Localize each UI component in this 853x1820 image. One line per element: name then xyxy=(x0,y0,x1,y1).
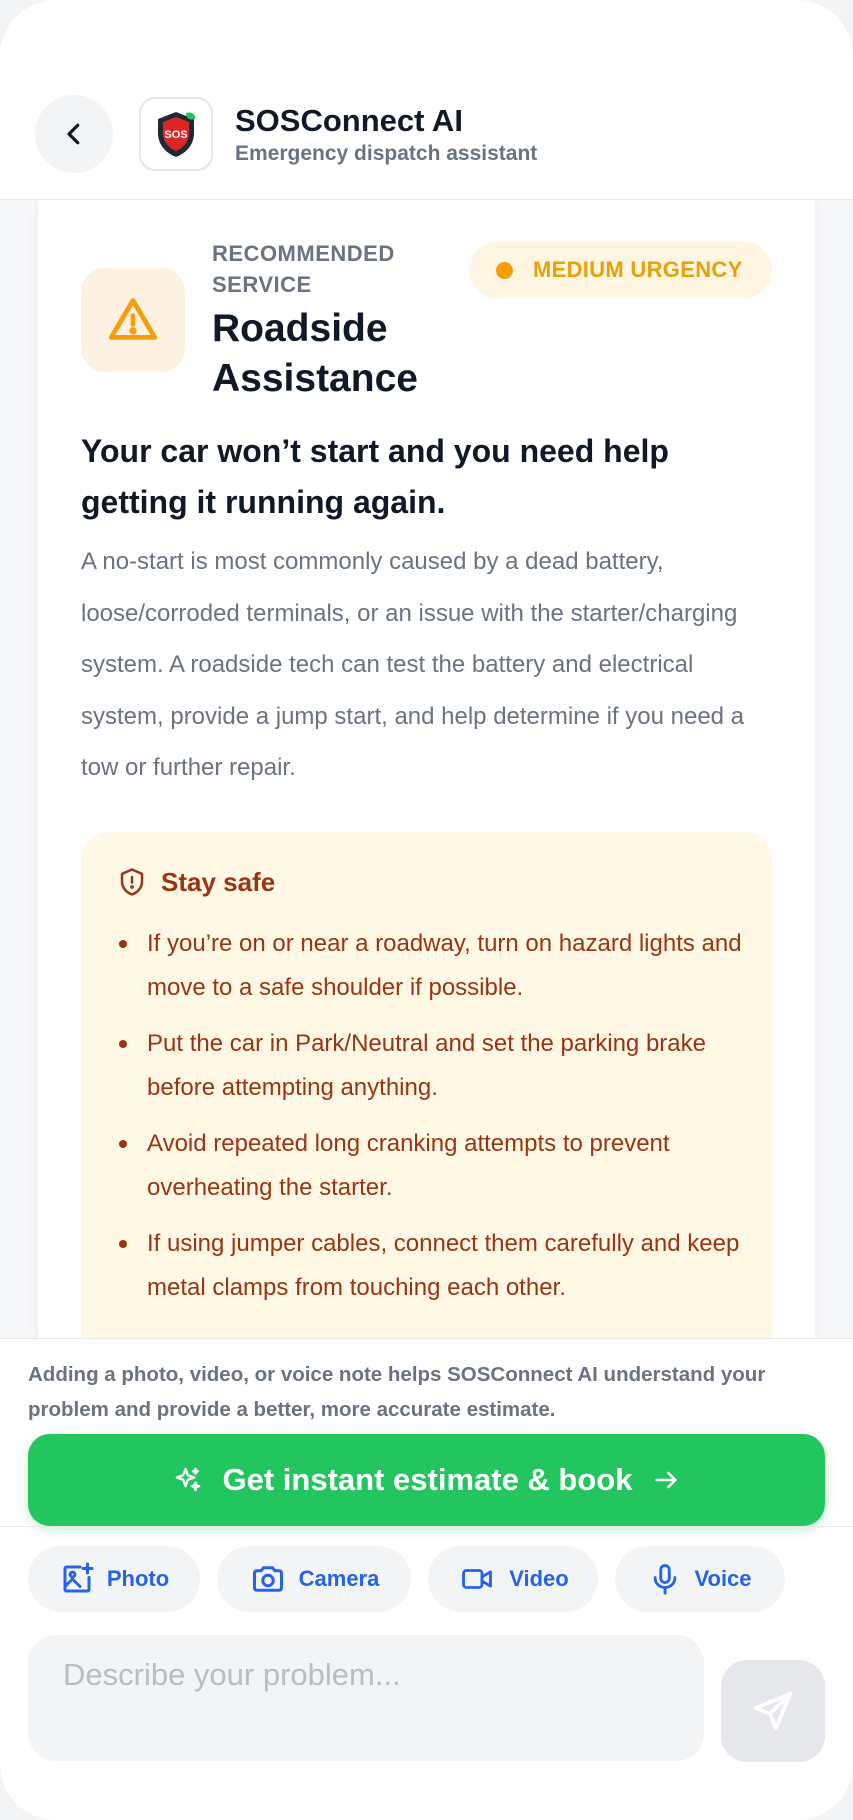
sparkles-icon xyxy=(173,1465,203,1495)
photo-label: Photo xyxy=(106,1566,170,1591)
photo-button[interactable] xyxy=(28,1546,200,1612)
safety-item: If you’re on or near a roadway, turn on hazard lights and move to a safe shoulder if possible. xyxy=(117,922,747,1010)
safety-title: Stay safe xyxy=(161,866,276,897)
app-header xyxy=(0,0,853,200)
urgency-dot xyxy=(496,262,513,279)
urgency-label: MEDIUM URGENCY xyxy=(533,257,743,282)
voice-button[interactable] xyxy=(615,1546,785,1612)
chevron-left-icon xyxy=(59,119,89,149)
svg-text:SOS: SOS xyxy=(164,129,188,141)
safety-item: Put the car in Park/Neutral and set the parking brake before attempting anything. xyxy=(117,1022,747,1110)
problem-input[interactable] xyxy=(28,1635,704,1761)
attachment-hint-bar xyxy=(0,1338,853,1434)
app-title: SOSConnect AI xyxy=(235,103,463,138)
image-plus-icon xyxy=(59,1561,95,1597)
divider xyxy=(0,1526,853,1527)
get-estimate-label: Get instant estimate & book xyxy=(222,1462,633,1497)
camera-icon xyxy=(249,1561,287,1597)
app-subtitle: Emergency dispatch assistant xyxy=(235,142,538,165)
urgency-badge xyxy=(469,242,772,298)
safety-item: If using jumper cables, connect them carefully and keep metal clamps from touching each other. xyxy=(117,1222,747,1310)
microphone-icon xyxy=(648,1560,682,1598)
service-icon-badge xyxy=(81,268,185,372)
send-icon xyxy=(750,1688,796,1734)
video-icon xyxy=(457,1562,497,1596)
safety-item: Avoid repeated long cranking attempts to prevent overheating the starter. xyxy=(117,1122,747,1210)
recommended-service-label: RECOMMENDED SERVICE xyxy=(212,241,395,297)
get-estimate-button[interactable] xyxy=(28,1434,825,1526)
safety-list xyxy=(117,922,747,1322)
composer-area xyxy=(0,1434,853,1820)
video-button[interactable] xyxy=(428,1546,598,1612)
attachment-hint: Adding a photo, video, or voice note helps SOSConnect AI understand your problem and provide a better, more accurate estimate. xyxy=(28,1363,766,1421)
sos-shield-logo xyxy=(153,109,199,159)
camera-label: Camera xyxy=(298,1566,380,1591)
problem-headline: Your car won’t start and you need help getting it running again. xyxy=(81,433,669,520)
voice-label: Voice xyxy=(694,1566,752,1591)
camera-button[interactable] xyxy=(217,1546,411,1612)
warning-triangle-icon xyxy=(107,294,159,346)
service-card xyxy=(38,200,815,1340)
shield-alert-icon xyxy=(117,866,147,898)
problem-input-placeholder: Describe your problem... xyxy=(63,1657,401,1692)
arrow-right-icon xyxy=(652,1466,680,1494)
send-button[interactable] xyxy=(721,1660,825,1762)
app-logo xyxy=(139,97,213,171)
safety-header xyxy=(117,866,275,898)
back-button[interactable] xyxy=(35,95,113,173)
safety-tips-box xyxy=(81,832,772,1340)
service-name: Roadside Assistance xyxy=(212,307,418,400)
video-label: Video xyxy=(509,1566,569,1591)
problem-description: A no-start is most commonly caused by a dead battery, loose/corroded terminals, or an issue with the starter/charging system. A roadside tech can test the battery and electrical system, provide a jump start, and help determine if you need a tow or further repair. xyxy=(81,548,745,781)
